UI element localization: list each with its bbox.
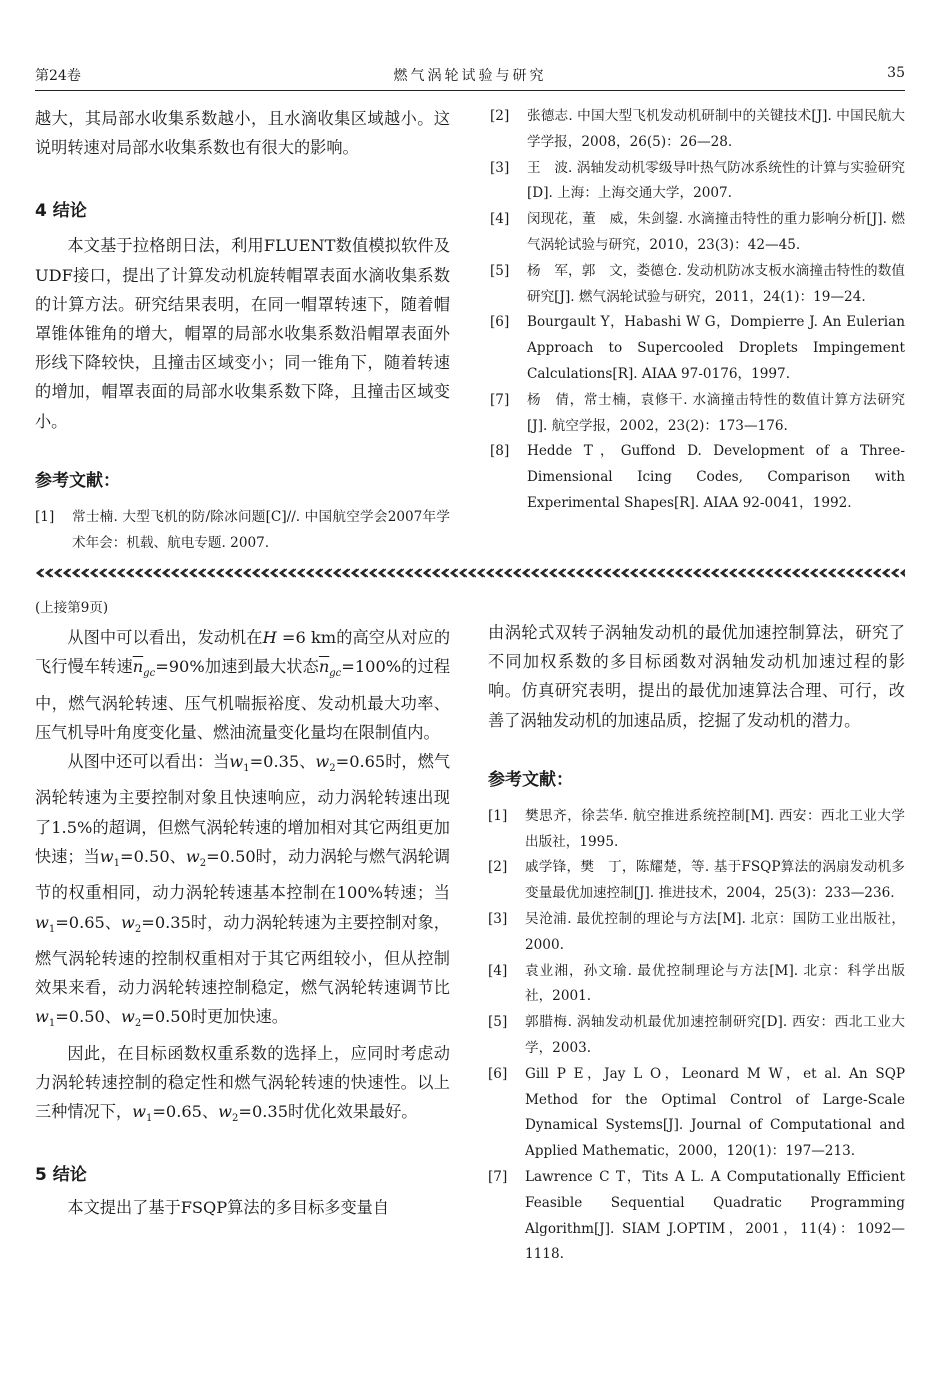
reference-text: Hedde T，Guffond D. Development of a Three-Dimensional Icing Codes, Comparison with Experimental Shapes[R]. AIAA 92-0041，1992. [527,443,905,511]
reference-number: [6] [488,1065,508,1082]
volume-label: 第24卷 [35,68,81,84]
reference-number: [7] [488,1168,508,1185]
reference-item [490,439,905,516]
reference-text: 戚学锋，樊 丁，陈耀楚，等. 基于FSQP算法的涡扇发动机多变量最优加速控制[J]. 推进技术，2004，25(3)：233—236. [525,859,905,902]
continued-from-note: (上接第9页) [35,600,109,616]
journal-title: 燃气涡轮试验与研究 [393,68,547,84]
reference-text: 樊思齐，徐芸华. 航空推进系统控制[M]. 西安：西北工业大学出版社，1995. [525,807,905,850]
reference-text: 闵现花，董 威，朱剑鋆. 水滴撞击特性的重力影响分析[J]. 燃气涡轮试验与研究，2010，23(3)：42—45. [527,211,905,253]
section-4-body: 本文基于拉格朗日法，利用FLUENT数值模拟软件及UDF接口，提出了计算发动机旋转帽罩表面水滴收集系数的计算方法。研究结果表明，在同一帽罩转速下，随着帽罩锥体锥角的增大，帽罩的局部水收集系数沿帽罩表面外形线下降较快，且撞击区域变小；同一锥角下，随着转速的增加，帽罩表面的局部水收集系数下降，且撞击区域变小。 [35,236,450,431]
reference-item [490,259,905,311]
top-right-column [490,104,905,517]
reference-item [488,959,905,1011]
reference-list-bottom [488,804,905,1268]
reference-item [488,804,905,856]
paragraph-2: 从图中还可以看出：当$w_1=0.35$、$w_2=0.65$时，燃气涡轮转速为主要控制对象且快速响应，动力涡轮转速出现了1.5%的超调，但燃气涡轮转速的增加相对其它两组更加快速；当$w_1=0.50$、$w_2=0.50$时，动力涡轮与燃气涡轮调节的权重相同，动力涡轮转速基本控制在100%转速；当$w_1=0.65$、$w_2=0.35$时，动力涡轮转速为主要控制对象，燃气涡轮转速的控制权重相对于其它两组较小，但从控制效果来看，动力涡轮转速控制稳定，燃气涡轮转速调节比$w_1=0.50$、$w_2=0.50$时更加快速。 [35,752,451,1030]
reference-number: [4] [488,962,508,979]
conclusion-continuation: 由涡轮式双转子涡轴发动机的最优加速控制算法，研究了不同加权系数的多目标函数对涡轴发动机加速过程的影响。仿真研究表明，提出的最优加速算法合理、可行，改善了涡轴发动机的加速品质，挖掘了发动机的潜力。 [488,623,905,730]
reference-item [488,907,905,959]
reference-number: [3] [488,911,508,927]
reference-text: 杨 军，郭 文，娄德仓. 发动机防冰支板水滴撞击特性的数值研究[J]. 燃气涡轮试验与研究，2011，24(1)：19—24. [527,262,905,305]
reference-number: [1] [35,508,55,525]
reference-text: 张德志. 中国大型飞机发动机研制中的关键技术[J]. 中国民航大学学报，2008，26(5)：26—28. [527,108,905,150]
section-5-body: 本文提出了基于FSQP算法的多目标多变量自 [67,1197,390,1217]
reference-text: 郭腊梅. 涡轴发动机最优加速控制研究[D]. 西安：西北工业大学，2003. [525,1014,905,1056]
reference-text: Lawrence C T，Tits A L. A Computationally Efficient Feasible Sequential Quadratic Programming Algorithm[J]. SIAM J.OPTIM，2001，11(4)：1092—1118. [525,1168,905,1263]
reference-item [490,156,905,208]
reference-item [488,855,905,907]
running-header [35,62,905,86]
page-number: 35 [887,65,905,81]
reference-text: 王 波. 涡轴发动机零级导叶热气防冰系统性的计算与实验研究[D]. 上海：上海交通大学，2007. [527,159,905,202]
reference-item [490,388,905,440]
reference-item [488,1010,905,1062]
reference-list-top-left [35,505,450,557]
reference-item [490,207,905,259]
reference-number: [4] [490,211,510,228]
reference-item [488,1165,905,1268]
reference-item [490,104,905,156]
top-left-column [35,104,450,556]
header-rule [35,90,905,91]
reference-text: 袁业湘，孙文瑜. 最优控制理论与方法[M]. 北京：科学出版社，2001. [525,962,905,1005]
paragraph-3: 因此，在目标函数权重系数的选择上，应同时考虑动力涡轮转速控制的稳定性和燃气涡轮转速的快速性。以上三种情况下，$w_1=0.65$、$w_2=0.35$时优化效果最好。 [35,1043,450,1125]
continuation-paragraph: 越大，其局部水收集系数越小，且水滴收集区域越小。这说明转速对局部水收集系数也有很大的影响。 [35,109,450,158]
reference-number: [1] [488,807,508,824]
paragraph-1: 从图中可以看出，发动机在H =6 km的高空从对应的飞行慢车转速$\overline{n}_{gc}=90\%$加速到最大状态$\overline{n}_{gc}=100\%$的过程中，燃气涡轮转速、压气机喘振裕度、发动机最大功率、压气机导叶角度变化量、燃油流量变化量均在限制值内。 [35,628,451,742]
section-5-title: 5 结论 [35,1164,87,1185]
reference-text: 常士楠. 大型飞机的防/除冰问题[C]//. 中国航空学会2007年学术年会：机载、航电专题. 2007. [72,508,450,551]
section-4-title: 4 结论 [35,201,87,222]
reference-text: 杨 倩，常士楠，袁修干. 水滴撞击特性的数值计算方法研究[J]. 航空学报，2002，23(2)：173—176. [527,391,905,434]
reference-text: Gill P E，Jay L O，Leonard M W，et al. An SQP Method for the Optimal Control of Large-Scale Dynamical Systems[J]. Journal of Computational and Applied Mathematic，2000，120(1)：197—213. [525,1065,905,1160]
reference-number: [5] [490,262,510,279]
reference-text: 吴沧浦. 最优控制的理论与方法[M]. 北京：国防工业出版社，2000. [525,911,905,953]
reference-text: Bourgault Y，Habashi W G，Dompierre J. An Eulerian Approach to Supercooled Droplets Impingement Calculations[R]. AIAA 97-0176，1997. [527,314,905,382]
reference-item [490,310,905,387]
reference-number: [2] [488,859,508,876]
reference-item [35,505,450,557]
references-title-bottom: 参考文献： [488,769,573,790]
bottom-left-column [35,597,450,1222]
reference-number: [8] [490,443,510,460]
reference-number: [3] [490,159,510,176]
reference-number: [5] [488,1014,508,1031]
article-separator [35,566,905,580]
reference-number: [6] [490,314,510,331]
bottom-right-column [488,618,905,1268]
reference-item [488,1062,905,1165]
reference-list-top-right [490,104,905,517]
reference-number: [7] [490,391,510,408]
reference-number: [2] [490,108,510,124]
references-title-top: 参考文献： [35,470,120,491]
